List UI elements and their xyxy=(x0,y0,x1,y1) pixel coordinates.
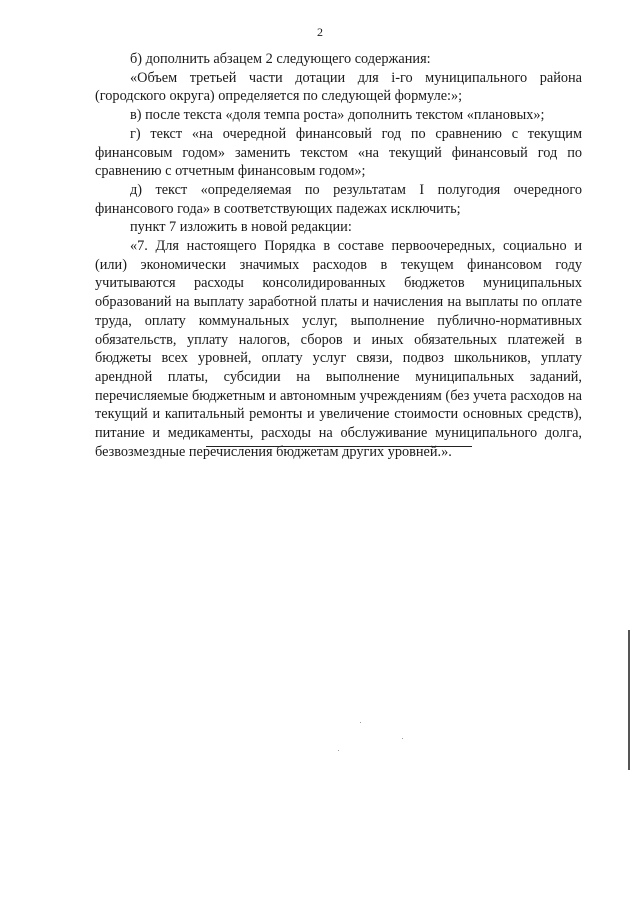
scan-speck xyxy=(338,750,339,751)
paragraph-d: д) текст «определяемая по результатам I полугодия очередного финансового года» в соответствующих падежах исключить; xyxy=(95,181,582,217)
page-number: 2 xyxy=(317,25,323,39)
paragraph-b: б) дополнить абзацем 2 следующего содержания: xyxy=(130,51,431,67)
paragraph-v: в) после текста «доля темпа роста» дополнить текстом «плановых»; xyxy=(130,107,545,124)
paragraph-g: г) текст «на очередной финансовый год по сравнению с текущим финансовым годом» заменить текстом «на текущий финансовый год по сравнению с отчетным финансовым годом»; xyxy=(95,125,582,180)
paragraph-quote-formula: «Объем третьей части дотации для i-го муниципального района (городского округа) определяется по следующей формуле:»; xyxy=(95,69,582,105)
document-body xyxy=(95,50,582,461)
scan-edge-mark xyxy=(628,630,630,770)
closing-divider-line xyxy=(206,446,472,447)
paragraph-point-7-text: «7. Для настоящего Порядка в составе первоочередных, социально и (или) экономически значимых расходов в текущем финансовом году учитываются расходы консолидированных бюджетов муниципальных образований на выплату заработной платы и начисления на выплаты по оплате труда, оплату коммунальных услуг, выполнение публично-нормативных обязательств, уплату налогов, сборов и иных обязательных платежей в бюджеты всех уровней, оплату услуг связи, подвоз школьников, уплату арендной платы, субсидии на выполнение муниципальных заданий, перечисляемые бюджетным и автономным учреждениям (без учета расходов на текущий и капитальный ремонты и увеличение стоимости основных средств), питание и медикаменты, расходы на обслуживание муниципального долга, безвозмездные перечисления бюджетам других уровней.». xyxy=(95,238,582,460)
paragraph-point-7-intro: пункт 7 изложить в новой редакции: xyxy=(130,219,352,236)
scan-speck xyxy=(360,722,361,723)
scan-speck xyxy=(402,738,403,739)
